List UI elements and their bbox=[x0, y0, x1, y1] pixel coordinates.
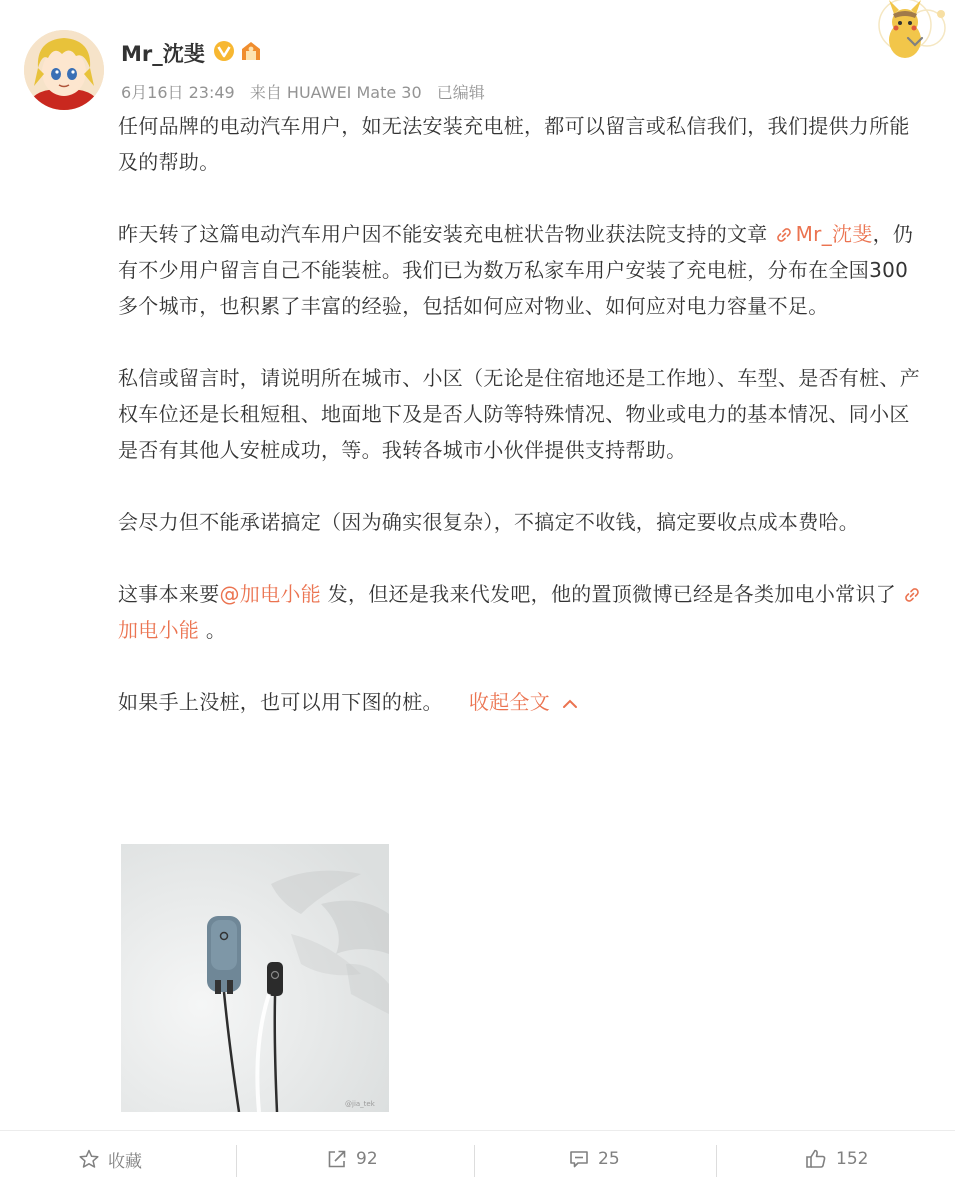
profile-link-label: 加电小能 bbox=[118, 618, 200, 642]
comment-icon bbox=[568, 1148, 590, 1170]
paragraph-3: 私信或留言时，请说明所在城市、小区（无论是住宿地还是工作地）、车型、是否有桩、产权车位还是长租短租、地面地下及是否人防等特殊情况、物业或电力的基本情况、同小区是否有其他人安桩成功，等。我转各城市小伙伴提供支持帮助。 bbox=[118, 366, 920, 462]
comment-count: 25 bbox=[598, 1149, 620, 1169]
article-link-label: Mr_沈斐 bbox=[795, 222, 873, 246]
username[interactable]: Mr_沈斐 bbox=[121, 42, 205, 66]
action-bar bbox=[0, 1130, 955, 1187]
avatar-image bbox=[24, 30, 104, 110]
paragraph-5-text-c: 。 bbox=[199, 618, 227, 642]
edited-label[interactable]: 已编辑 bbox=[436, 83, 485, 102]
post-date[interactable]: 6月16日 23:49 bbox=[121, 83, 235, 102]
link-icon bbox=[776, 227, 792, 243]
like-button[interactable] bbox=[804, 1131, 868, 1187]
like-count: 152 bbox=[836, 1149, 869, 1169]
card-decoration-pikachu bbox=[845, 0, 955, 70]
image-watermark: @jia_tek bbox=[345, 1100, 375, 1108]
avatar[interactable] bbox=[24, 30, 104, 110]
repost-button[interactable] bbox=[326, 1131, 378, 1187]
favorite-label: 收藏 bbox=[108, 1151, 142, 1172]
paragraph-5-text-a: 这事本来要 bbox=[118, 582, 220, 606]
star-icon bbox=[78, 1148, 100, 1170]
post-source: 来自 HUAWEI Mate 30 bbox=[249, 83, 422, 102]
collapse-full-text-button[interactable] bbox=[469, 690, 578, 714]
paragraph-5-text-b: 发，但还是我来代发吧，他的置顶微博已经是各类加电小常识了 bbox=[321, 582, 897, 606]
post-meta bbox=[121, 80, 495, 103]
paragraph-6-text: 如果手上没桩，也可以用下图的桩。 bbox=[118, 690, 443, 714]
repost-icon bbox=[326, 1148, 348, 1170]
paragraph-2-text-a: 昨天转了这篇电动汽车用户因不能安装充电桩状告物业获法院支持的文章 bbox=[118, 222, 768, 246]
mention-link[interactable]: @加电小能 bbox=[219, 582, 321, 606]
paragraph-5 bbox=[118, 576, 928, 648]
post-image-charger[interactable] bbox=[121, 844, 389, 1112]
paragraph-2-text-b: ，仍有不少用户留言自己不能装桩。我们已为数万私家车用户安装了充电桩，分布在全国300多个城市，也积累了丰富的经验，包括如何应对物业、如何应对电力容量不足。 bbox=[118, 222, 914, 318]
action-divider bbox=[716, 1145, 717, 1177]
collapse-label: 收起全文 bbox=[468, 690, 551, 714]
article-link[interactable] bbox=[768, 222, 873, 246]
action-divider bbox=[474, 1145, 475, 1177]
comment-button[interactable] bbox=[568, 1131, 620, 1187]
paragraph-4: 会尽力但不能承诺搞定（因为确实很复杂），不搞定不收钱，搞定要收点成本费哈。 bbox=[118, 510, 860, 534]
post-content bbox=[118, 108, 928, 756]
chevron-up-icon bbox=[562, 699, 578, 709]
link-icon bbox=[904, 587, 920, 603]
medal-badge-icon[interactable] bbox=[238, 39, 264, 63]
charger-illustration bbox=[121, 844, 389, 1112]
more-chevron-button[interactable] bbox=[904, 30, 926, 52]
paragraph-6 bbox=[118, 684, 928, 720]
paragraph-1: 任何品牌的电动汽车用户，如无法安装充电桩，都可以留言或私信我们，我们提供力所能及的帮助。 bbox=[118, 114, 910, 174]
user-badges bbox=[212, 38, 264, 64]
thumbs-up-icon bbox=[804, 1147, 828, 1171]
paragraph-2 bbox=[118, 216, 928, 324]
repost-count: 92 bbox=[356, 1149, 378, 1169]
favorite-button[interactable] bbox=[78, 1131, 142, 1187]
vip-badge-icon[interactable] bbox=[212, 39, 236, 63]
action-divider bbox=[236, 1145, 237, 1177]
